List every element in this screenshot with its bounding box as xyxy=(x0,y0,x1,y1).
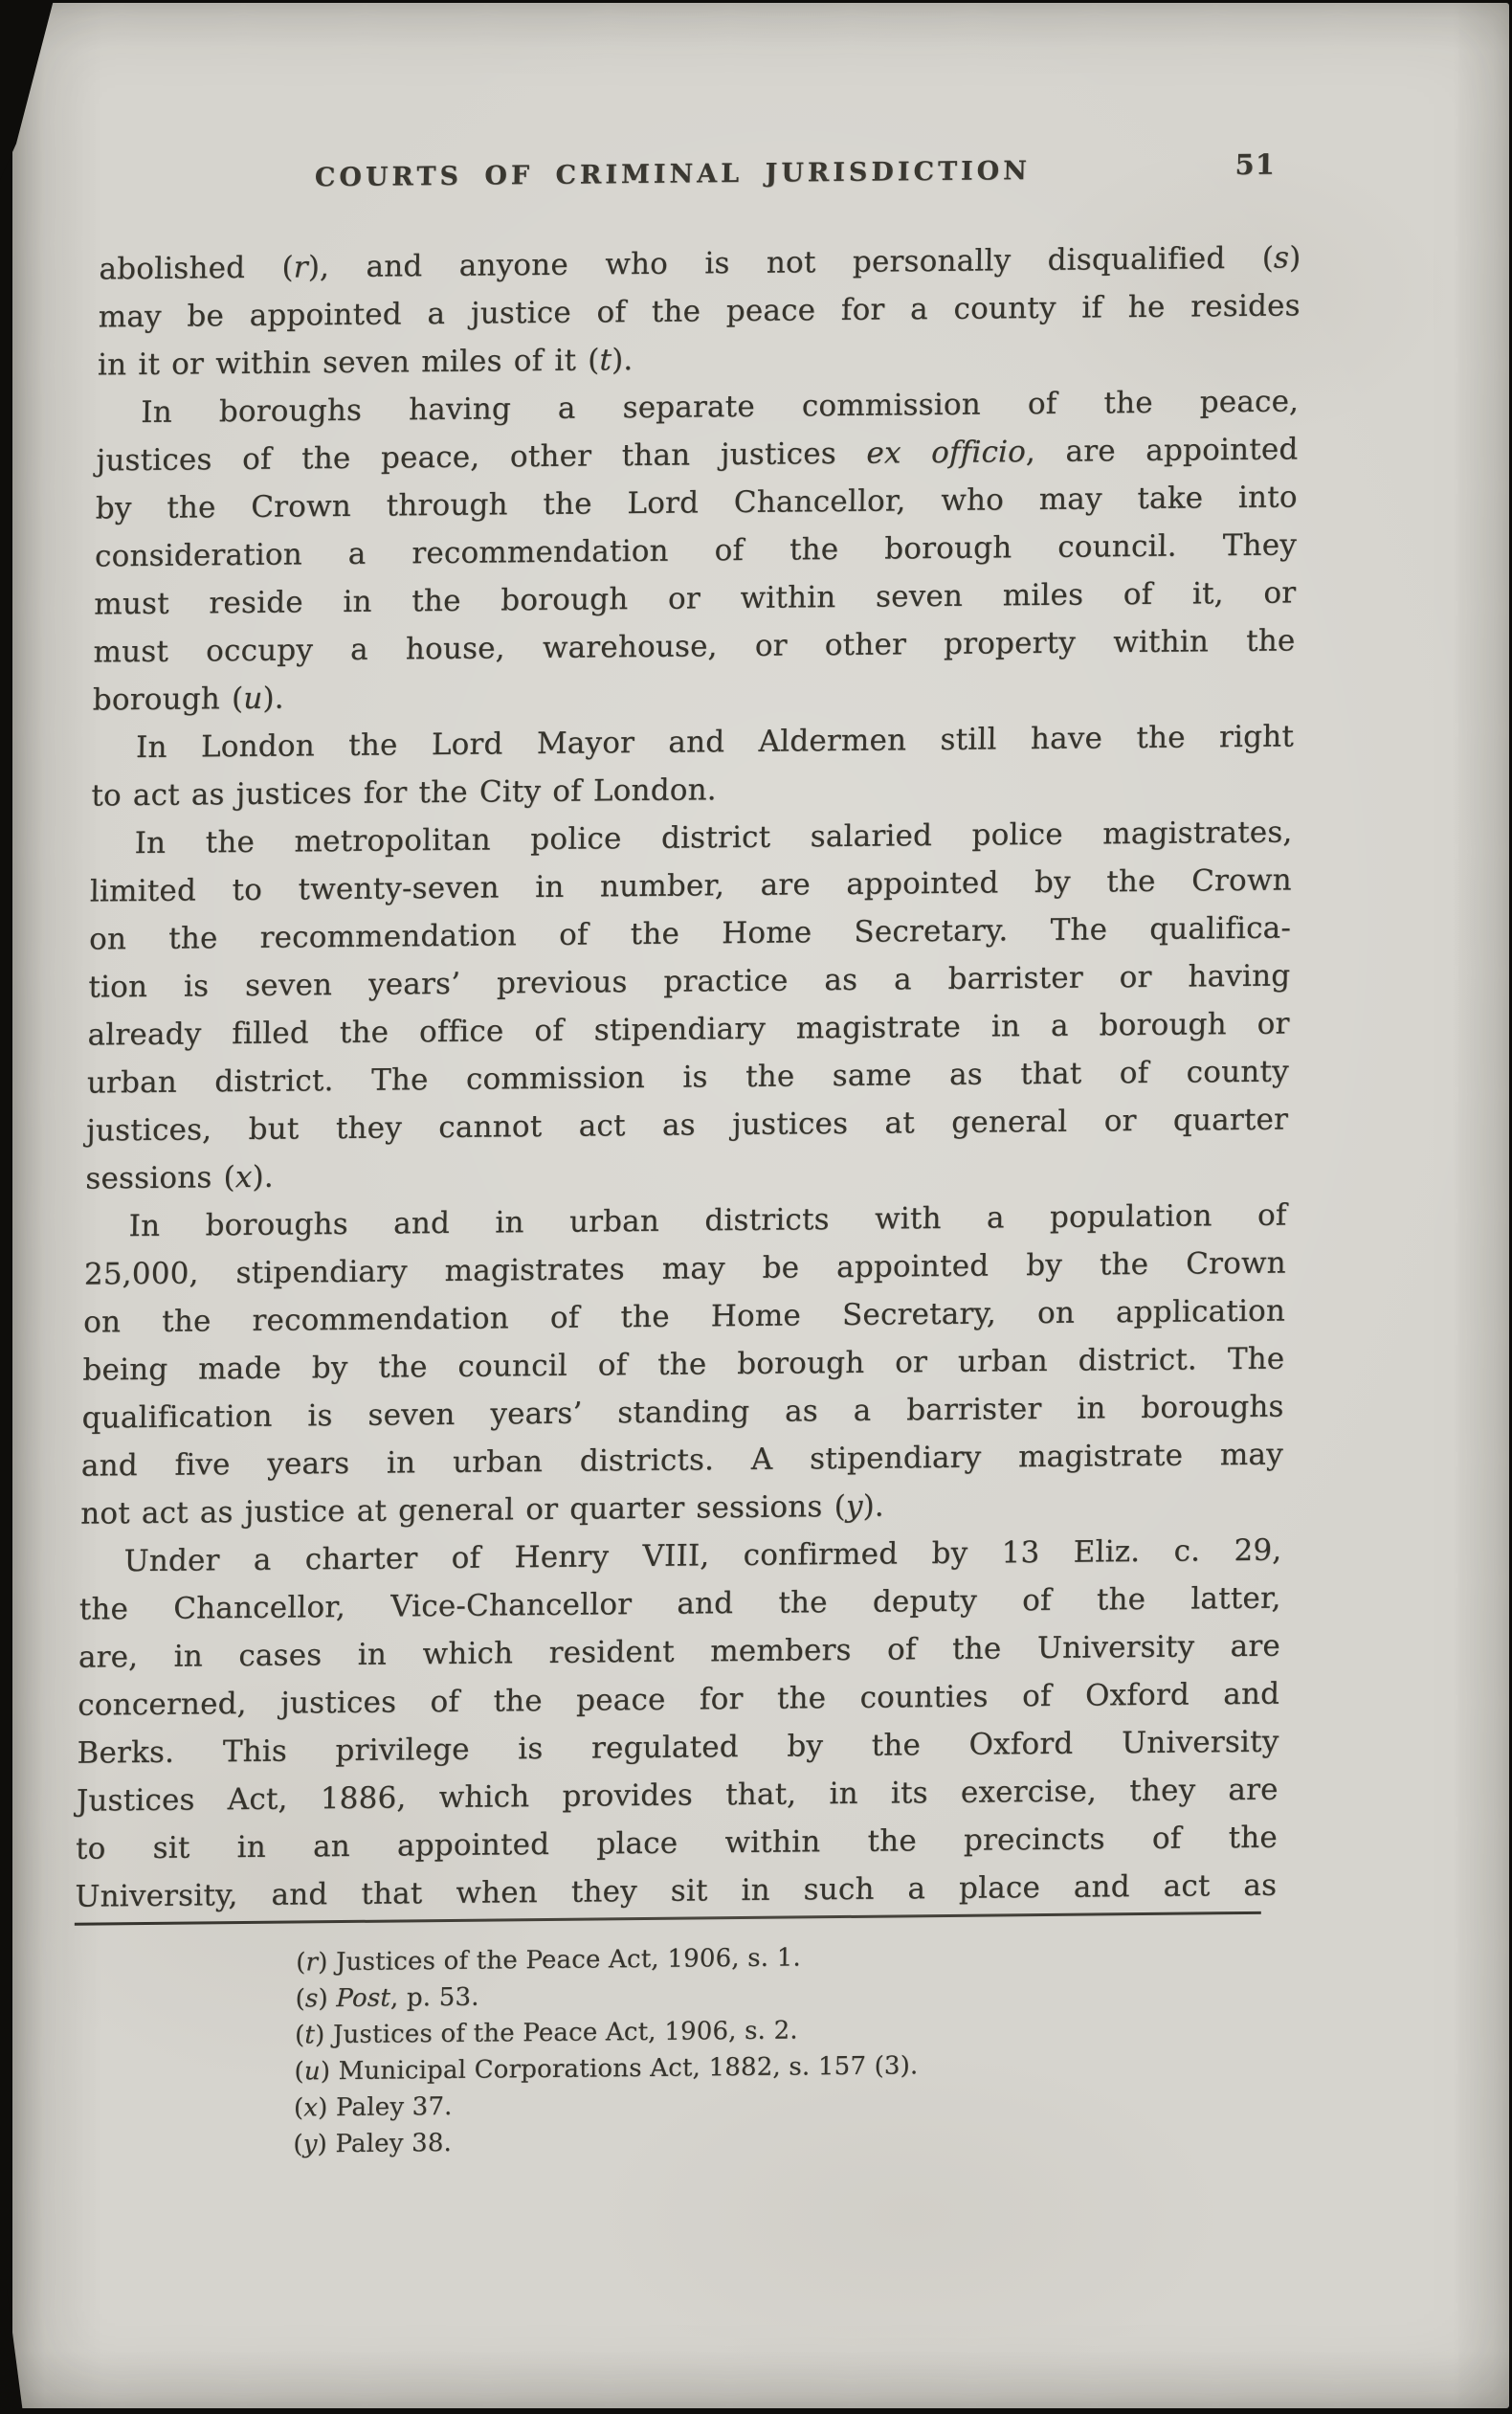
text-segment: and five years in urban districts. A stipendiary magistrate may xyxy=(80,1437,1284,1484)
text-segment: In London the Lord Mayor and Aldermen still have the right xyxy=(135,719,1295,766)
paragraph xyxy=(85,808,1293,1202)
footnotes xyxy=(71,1935,1276,2165)
text-segment: In the metropolitan police district salaried police magistrates, xyxy=(134,815,1293,861)
italic-text-segment: y xyxy=(845,1488,863,1524)
page-header xyxy=(100,147,1302,194)
page-number: 51 xyxy=(1234,147,1277,182)
text-segment: University, and that when they sit in such a place and act as xyxy=(75,1867,1278,1914)
paragraph xyxy=(75,1527,1282,1921)
text-segment: justices of the peace, other than justices xyxy=(96,436,867,479)
text-segment: must occupy a house, warehouse, or other property within the xyxy=(93,623,1296,670)
text-segment: consideration a recommendation of the borough council. They xyxy=(94,527,1298,574)
text-segment: urban district. The commission is the same as that of county xyxy=(86,1054,1290,1101)
text-segment: ( xyxy=(294,2057,305,2087)
italic-text-segment: y xyxy=(302,2130,318,2159)
text-segment: , are appointed xyxy=(1025,432,1299,470)
text-segment: ( xyxy=(295,1948,306,1978)
text-segment: on the recommendation of the Home Secretary. The qualifica- xyxy=(88,910,1292,957)
text-segment: tion is seven years’ previous practice as a barrister or having xyxy=(88,958,1291,1005)
text-segment: ) Justices of the Peace Act, 1906, s. 2. xyxy=(314,2016,799,2050)
italic-text-segment: t xyxy=(599,343,612,378)
paragraph xyxy=(91,712,1294,819)
text-segment: In boroughs and in urban districts with a population of xyxy=(128,1197,1287,1244)
text-segment: ( xyxy=(294,2021,305,2050)
text-segment: concerned, justices of the peace for the counties of Oxford and xyxy=(77,1676,1280,1723)
text-segment: ) Paley 37. xyxy=(317,2091,453,2123)
text-segment: abolished ( xyxy=(99,250,295,287)
italic-text-segment: x xyxy=(234,1159,253,1196)
text-segment: ) Paley 38. xyxy=(317,2128,453,2159)
text-segment: sessions ( xyxy=(85,1160,236,1196)
text-segment: already filled the office of stipendiary magistrate in a borough or xyxy=(87,1006,1290,1053)
italic-text-segment: u xyxy=(303,2057,322,2087)
text-segment: ). xyxy=(862,1488,885,1524)
italic-text-segment: t xyxy=(304,2021,316,2050)
italic-text-segment: u xyxy=(243,681,263,716)
text-segment: being made by the council of the borough or urban district. The xyxy=(82,1341,1285,1388)
italic-text-segment: s xyxy=(1273,240,1290,276)
text-segment: by the Crown through the Lord Chancellor, who may take into xyxy=(95,480,1299,526)
text-segment: must reside in the borough or within seven miles of it, or xyxy=(94,575,1297,622)
paragraph xyxy=(80,1192,1287,1538)
text-segment: ) xyxy=(318,1984,337,2014)
text-segment: the Chancellor, Vice-Chancellor and the deputy of the latter, xyxy=(78,1580,1281,1627)
paragraph xyxy=(98,234,1301,389)
paragraph xyxy=(92,377,1299,724)
italic-text-segment: ex officio xyxy=(866,435,1027,471)
footnote-block xyxy=(71,1911,1277,2165)
text-segment: justices, but they cannot act as justices at general or quarter xyxy=(85,1102,1289,1149)
italic-text-segment: r xyxy=(305,1948,319,1978)
text-segment: on the recommendation of the Home Secretary, on application xyxy=(82,1293,1286,1340)
text-segment: Berks. This privilege is regulated by the Oxford University xyxy=(77,1724,1279,1771)
italic-text-segment: Post xyxy=(336,1983,391,2014)
body-text xyxy=(75,234,1301,1920)
text-segment: Justices Act, 1886, which provides that, in its exercise, they are xyxy=(76,1772,1279,1819)
text-segment: ( xyxy=(293,2093,304,2123)
text-segment: Under a charter of Henry VIII, confirmed by 13 Eliz. c. 29, xyxy=(123,1532,1282,1579)
page-content xyxy=(67,0,1304,2414)
text-segment: ) Municipal Corporations Act, 1882, s. 157 (3). xyxy=(320,2051,919,2087)
text-segment: to sit in an appointed place within the precincts of the xyxy=(75,1820,1279,1866)
text-segment: limited to twenty-seven in number, are appointed by the Crown xyxy=(89,862,1293,909)
text-segment: borough ( xyxy=(92,681,244,718)
text-segment: qualification is seven years’ standing as a barrister in boroughs xyxy=(81,1389,1284,1436)
text-segment: ). xyxy=(252,1159,275,1195)
text-segment: , p. 53. xyxy=(389,1982,479,2013)
text-segment: ), and anyone who is not personally disqualified ( xyxy=(307,240,1275,285)
text-segment: In boroughs having a separate commission of the peace, xyxy=(141,384,1300,430)
text-segment: ). xyxy=(262,681,285,716)
running-head-title: COURTS OF CRIMINAL JURISDICTION xyxy=(314,156,1032,193)
text-segment: not act as justice at general or quarter sessions ( xyxy=(79,1488,847,1531)
italic-text-segment: x xyxy=(303,2093,319,2123)
text-segment: may be appointed a justice of the peace for a county if he resides xyxy=(98,288,1301,335)
text-segment: in it or within seven miles of it ( xyxy=(97,343,600,383)
text-line xyxy=(75,1862,1278,1921)
italic-text-segment: r xyxy=(293,250,309,285)
text-segment: to act as justices for the City of London. xyxy=(91,772,718,814)
text-segment: are, in cases in which resident members of the University are xyxy=(78,1628,1281,1675)
italic-text-segment: s xyxy=(304,1984,319,2014)
text-segment: ). xyxy=(611,343,634,378)
text-segment: ( xyxy=(293,2130,303,2159)
text-segment: ) xyxy=(1288,240,1301,276)
text-segment: ) Justices of the Peace Act, 1906, s. 1. xyxy=(317,1943,802,1978)
text-segment: 25,000, stipendiary magistrates may be appointed by the Crown xyxy=(83,1245,1287,1292)
text-segment: ( xyxy=(295,1984,306,2014)
